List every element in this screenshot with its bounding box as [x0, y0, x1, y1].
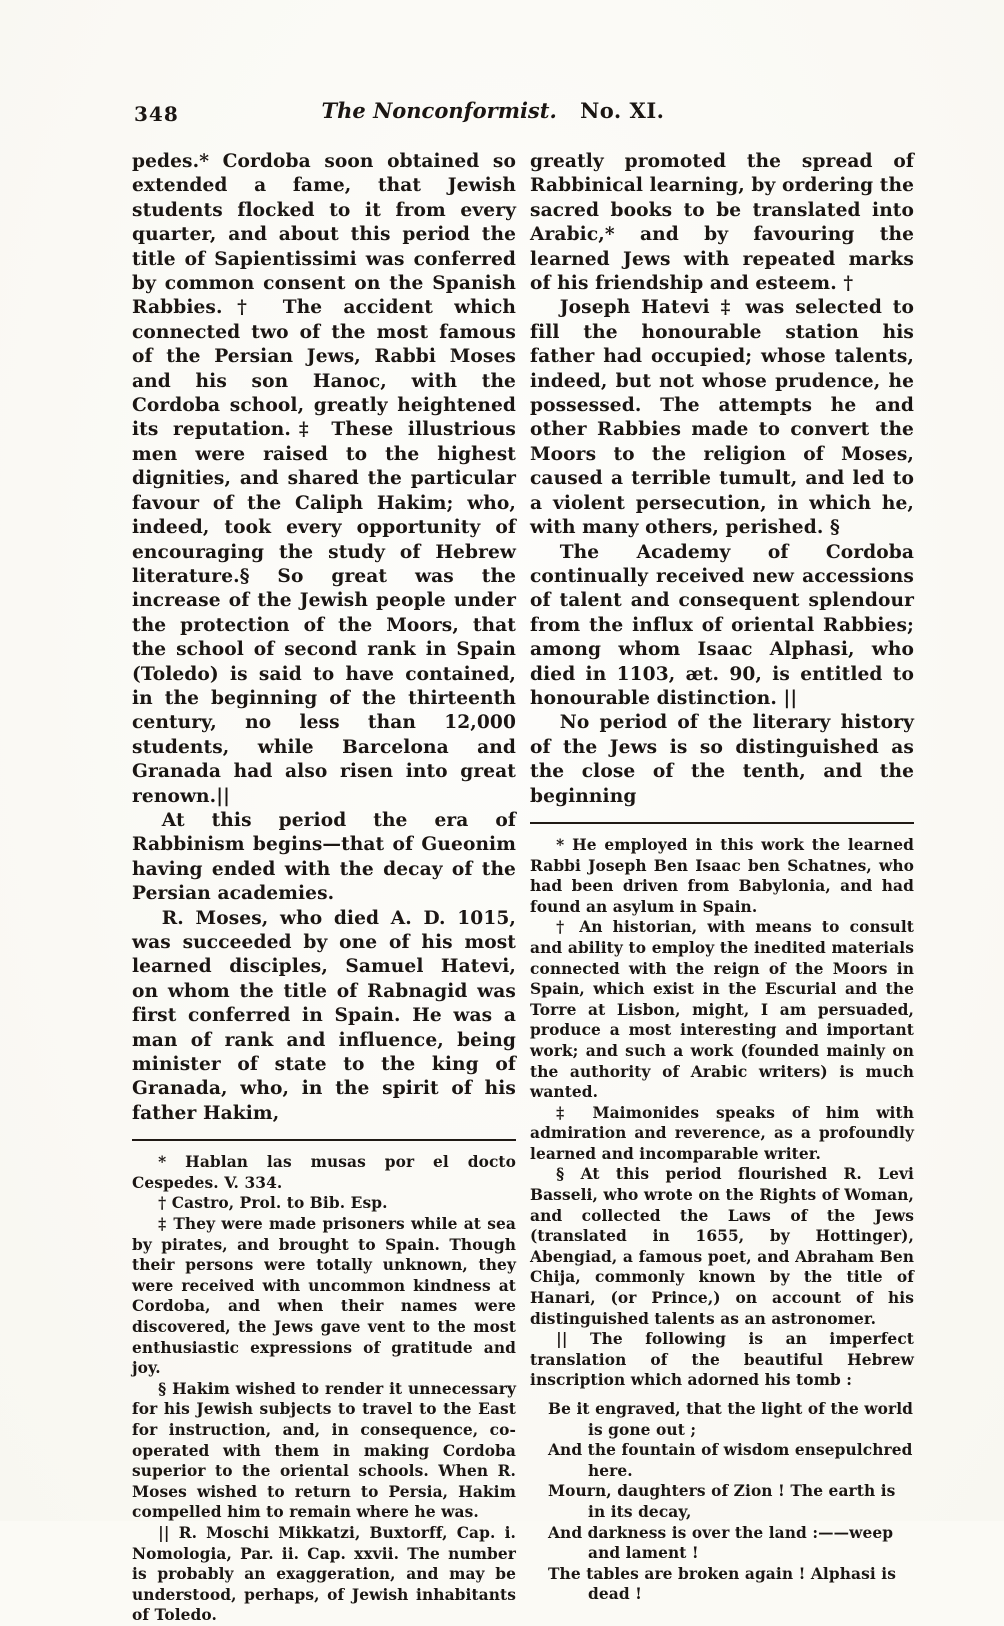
paragraph: Joseph Hatevi ‡ was selected to fill the honourable station his father had occupied; whose talents, indeed, but not whose prudence, he possessed. The attempts he and other Rabbies made to convert the Moors to the religion of Moses, caused a terrible tumult, and led to a violent persecution, in which he, with many others, perished. §: [530, 297, 914, 539]
paragraph: No period of the literary history of the Jews is so distinguished as the close of the tenth, and the beginning: [530, 712, 914, 807]
running-head: [132, 98, 854, 123]
footnote: ‡ Maimonides speaks of him with admiration and reverence, as a profoundly learned and incomparable writer.: [530, 1103, 914, 1163]
right-column: [530, 150, 914, 1626]
page-header: [132, 98, 914, 134]
footnote: § At this period flourished R. Levi Basseli, who wrote on the Rights of Woman, and collected the Laws of the Jews (translated in 1655, by Hottinger), Abengiad, a famous poet, and Abraham Ben Chija, commonly known by the title of Hanari, (or Prince,) on account of his distinguished talents as an astronomer.: [530, 1165, 914, 1328]
two-column-layout: [132, 150, 914, 1626]
verse-line: Mourn, daughters of Zion ! The earth is in its decay,: [548, 1482, 896, 1521]
footnote: * He employed in this work the learned Rabbi Joseph Ben Isaac ben Schatnes, who had been driven from Babylonia, and had found an asylum in Spain.: [530, 835, 914, 916]
footnote: † An historian, with means to consult and ability to employ the inedited materials connected with the reign of the Moors in Spain, which exist in the Escurial and the Torre at Lisbon, might, I am persuaded, produce a most interesting and important work; and such a work (founded mainly on the authority of Arabic writers) is much wanted.: [530, 918, 914, 1102]
paragraph: The Academy of Cordoba continually received new accessions of talent and consequent splendour from the influx of oriental Rabbies; among whom Isaac Alphasi, who died in 1103, æt. 90, is entitled to honourable distinction. ||: [530, 541, 914, 709]
verse-line: And darkness is over the land :——weep and lament !: [548, 1523, 894, 1563]
tomb-inscription-verse: [530, 1399, 914, 1605]
footnote: * Hablan las musas por el docto Cespedes. V. 334.: [132, 1153, 516, 1192]
footnote: ‡ They were made prisoners while at sea by pirates, and brought to Spain. Though their persons were totally unknown, they were received with uncommon kindness at Cordoba, and when their names were discovered, the Jews gave vent to the most enthusiastic expressions of gratitude and joy.: [132, 1215, 516, 1378]
paragraph: R. Moses, who died A. D. 1015, was succeeded by one of his most learned disciples, Samuel Hatevi, on whom the title of Rabnagid was first conferred in Spain. He was a man of rank and influence, being minister of state to the king of Granada, who, in the spirit of his father Hakim,: [132, 907, 516, 1124]
left-footnotes: [132, 1152, 516, 1626]
footnote: || The following is an imperfect translation of the beautiful Hebrew inscription which adorned his tomb :: [530, 1330, 914, 1390]
footnote-divider: [530, 822, 914, 824]
verse-line: Be it engraved, that the light of the world is gone out ;: [548, 1400, 914, 1439]
verse-line: And the fountain of wisdom ensepulchred here.: [548, 1441, 913, 1480]
footnote: † Castro, Prol. to Bib. Esp.: [158, 1194, 388, 1213]
verse-line: The tables are broken again ! Alphasi is dead !: [548, 1564, 896, 1604]
paragraph: At this period the era of Rabbinism begins—that of Gueonim having ended with the decay of the Persian academies.: [132, 809, 516, 905]
left-column: [132, 150, 516, 1626]
footnote: || R. Moschi Mikkatzi, Buxtorff, Cap. i. Nomologia, Par. ii. Cap. xxvii. The number is probably an exaggeration, and may be understood, perhaps, of Jewish inhabitants of Toledo.: [132, 1523, 516, 1625]
footnote: § Hakim wished to render it unnecessary for his Jewish subjects to travel to the East for instruction, and, in consequence, co-operated with them in making Cordoba superior to the oriental schools. When R. Moses wished to return to Persia, Hakim compelled him to remain where he was.: [132, 1379, 516, 1522]
page-number: 348: [134, 102, 179, 126]
paragraph: pedes.* Cordoba soon obtained so extended a fame, that Jewish students flocked to it from every quarter, and about this period the title of Sapientissimi was conferred by common consent on the Spanish Rabbies.† The accident which connected two of the most famous of the Persian Jews, Rabbi Moses and his son Hanoc, with the Cordoba school, greatly heightened its reputation.‡ These illustrious men were raised to the highest dignities, and shared the particular favour of the Caliph Hakim; who, indeed, took every opportunity of encouraging the study of Hebrew literature.§ So great was the increase of the Jewish people under the protection of the Moors, that the school of second rank in Spain (Toledo) is said to have contained, in the beginning of the thirteenth century, no less than 12,000 students, while Barcelona and Granada had also risen into great renown.||: [132, 151, 516, 807]
right-footnotes: [530, 835, 914, 1605]
footnote-divider: [132, 1139, 516, 1141]
issue-number: No. XI.: [580, 98, 665, 123]
paragraph: greatly promoted the spread of Rabbinical learning, by ordering the sacred books to be translated into Arabic,* and by favouring the learned Jews with repeated marks of his friendship and esteem. †: [530, 151, 914, 295]
journal-title: The Nonconformist.: [321, 98, 557, 123]
